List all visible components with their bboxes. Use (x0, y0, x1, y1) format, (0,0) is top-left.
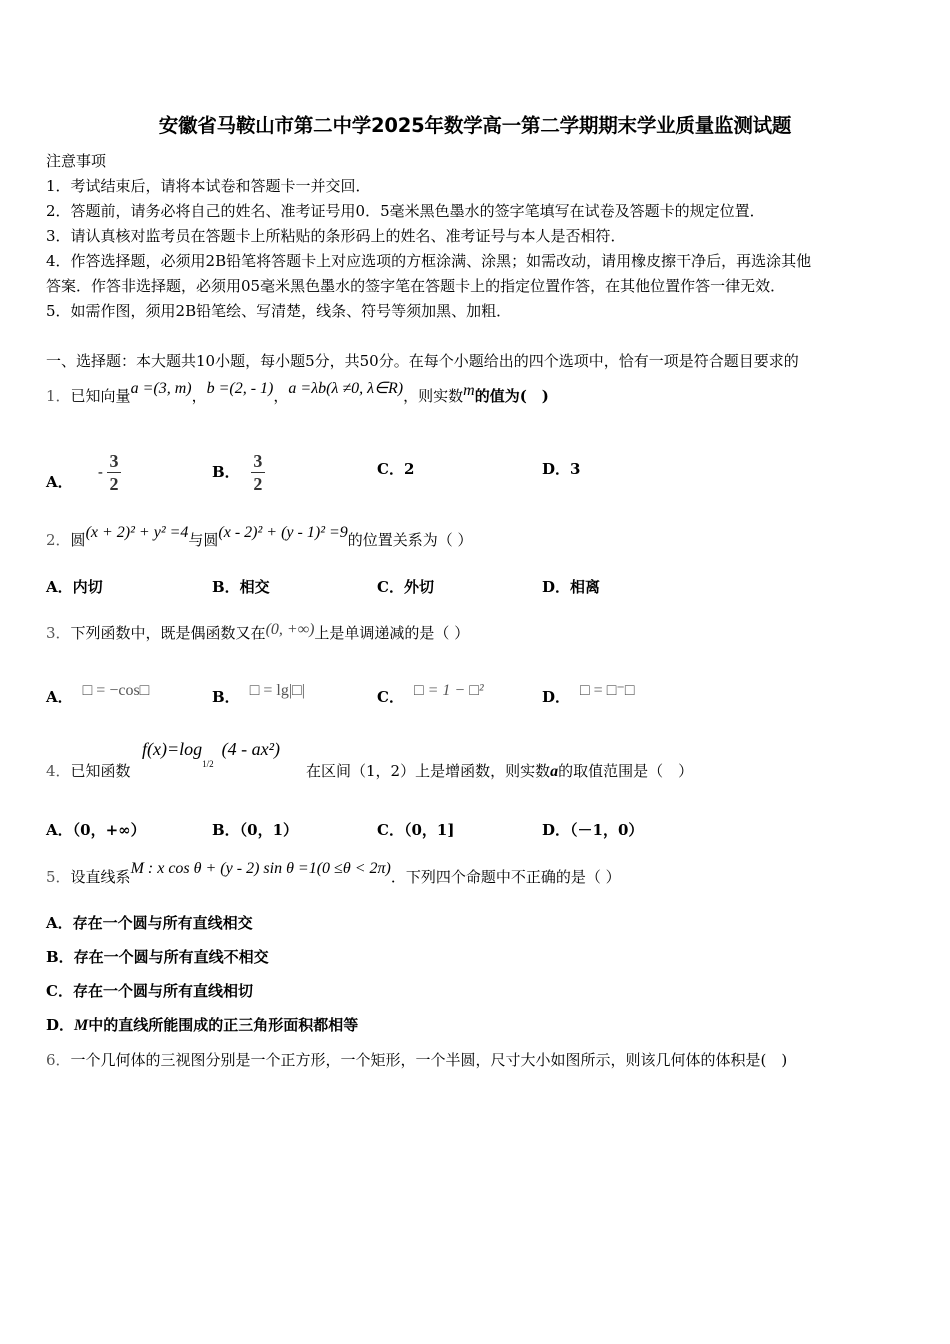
notice-item-5: 5．如需作图，须用2B铅笔绘、写清楚，线条、符号等须加黑、加粗． (46, 302, 512, 320)
q3-option-d[interactable]: D． □ = □⁻□ (542, 682, 635, 706)
question-number: 2． (46, 531, 71, 549)
math-expr: a =λb(λ ≠0, λ∈R) (288, 380, 404, 397)
question-2: 2．圆(x + 2)² + y² =4与圆(x - 2)² + (y - 1)² =9的位置关系为（ ） (46, 524, 473, 549)
q1-option-a[interactable]: A． - $\frac{3}{2}$ (46, 462, 121, 503)
notice-heading: 注意事项 (46, 152, 107, 170)
math-expr: m (463, 382, 475, 399)
fraction: $\frac{3}{2}$ (251, 452, 265, 493)
question-1: 1．已知向量a =(3, m)，b =(2, - 1)，a =λb(λ ≠0, λ∈R)，则实数m的值为( ) (46, 380, 549, 405)
notice-item-4-cont: 答案．作答非选择题，必须用05毫米黑色墨水的签字笔在答题卡上的指定位置作答，在其他位置作答一律无效． (46, 277, 786, 295)
q1-option-d[interactable]: D．3 (542, 460, 581, 478)
math-expr: (x - 2)² + (y - 1)² =9 (218, 524, 348, 541)
q1-option-b[interactable]: B． $\frac{3}{2}$ (212, 462, 265, 503)
question-6: 6．一个几何体的三视图分别是一个正方形，一个矩形，一个半圆，尺寸大小如图所示，则该几何体的体积是( ) (46, 1051, 788, 1069)
q2-option-a[interactable]: A．内切 (46, 578, 103, 596)
notice-item-4: 4．作答选择题，必须用2B铅笔将答题卡上对应选项的方框涂满、涂黑；如需改动，请用橡皮擦干净后，再选涂其他 (46, 252, 812, 270)
math-expr: (x + 2)² + y² =4 (85, 524, 189, 541)
q5-option-a[interactable]: A．存在一个圆与所有直线相交 (46, 914, 253, 932)
q5-option-b[interactable]: B．存在一个圆与所有直线不相交 (46, 948, 269, 966)
section-heading: 一、选择题：本大题共10小题，每小题5分，共50分。在每个小题给出的四个选项中，恰有一项是符合题目要求的 (46, 352, 799, 370)
math-expr: b =(2, - 1) (206, 380, 274, 397)
math-expr: □ = 1 − □² (413, 682, 484, 699)
q4-option-a[interactable]: A．（0，+∞） (46, 821, 146, 839)
q2-option-b[interactable]: B．相交 (212, 578, 270, 596)
q5-option-d[interactable]: D．M中的直线所能围成的正三角形面积都相等 (46, 1016, 359, 1034)
fraction: $\frac{3}{2}$ (107, 452, 121, 493)
math-expr: a =(3, m) (130, 380, 192, 397)
question-number: 5． (46, 868, 71, 886)
notice-item-1: 1．考试结束后，请将本试卷和答题卡一并交回． (46, 177, 371, 195)
question-4: 4．已知函数 (46, 762, 131, 780)
q4-option-b[interactable]: B．（0，1） (212, 821, 299, 839)
question-number: 4． (46, 762, 71, 780)
math-expr: M : x cos θ + (y - 2) sin θ =1(0 ≤θ < 2π) (130, 860, 391, 877)
math-expr: (0, +∞) (265, 621, 315, 638)
q3-option-c[interactable]: C． □ = 1 − □² (377, 682, 484, 706)
q5-option-c[interactable]: C．存在一个圆与所有直线相切 (46, 982, 253, 1000)
question-number: 1． (46, 387, 71, 405)
math-expr: □ = lg|□| (249, 682, 305, 699)
math-expr-log: $f(x)=\log_{1/2}(4 - ax^2)$ (142, 739, 281, 769)
q1-option-c[interactable]: C．2 (377, 460, 415, 478)
question-3: 3．下列函数中，既是偶函数又在(0, +∞)上是单调递减的是（ ） (46, 621, 470, 642)
page-title: 安徽省马鞍山市第二中学2025年数学高一第二学期期末学业质量监测试题 (158, 114, 792, 137)
q2-option-d[interactable]: D．相离 (542, 578, 601, 596)
q4-option-c[interactable]: C．（0，1] (377, 821, 455, 839)
q4-option-d[interactable]: D．（－1，0） (542, 821, 644, 839)
question-5: 5．设直线系M : x cos θ + (y - 2) sin θ =1(0 ≤θ < 2π)．下列四个命题中不正确的是（ ） (46, 860, 621, 886)
math-expr: □ = −cos□ (82, 682, 150, 699)
question-4-cont: 在区间（1，2）上是增函数，则实数a的取值范围是（ ） (306, 762, 694, 780)
notice-item-2: 2．答题前，请务必将自己的姓名、准考证号用0．5毫米黑色墨水的签字笔填写在试卷及答题卡的规定位置． (46, 202, 765, 220)
question-number: 3． (46, 624, 71, 642)
q3-option-a[interactable]: A． □ = −cos□ (46, 682, 150, 706)
question-number: 6． (46, 1051, 71, 1069)
math-expr: □ = □⁻□ (580, 682, 635, 699)
q2-option-c[interactable]: C．外切 (377, 578, 434, 596)
q3-option-b[interactable]: B． □ = lg|□| (212, 682, 305, 706)
notice-item-3: 3．请认真核对监考员在答题卡上所粘贴的条形码上的姓名、准考证号与本人是否相符． (46, 227, 626, 245)
